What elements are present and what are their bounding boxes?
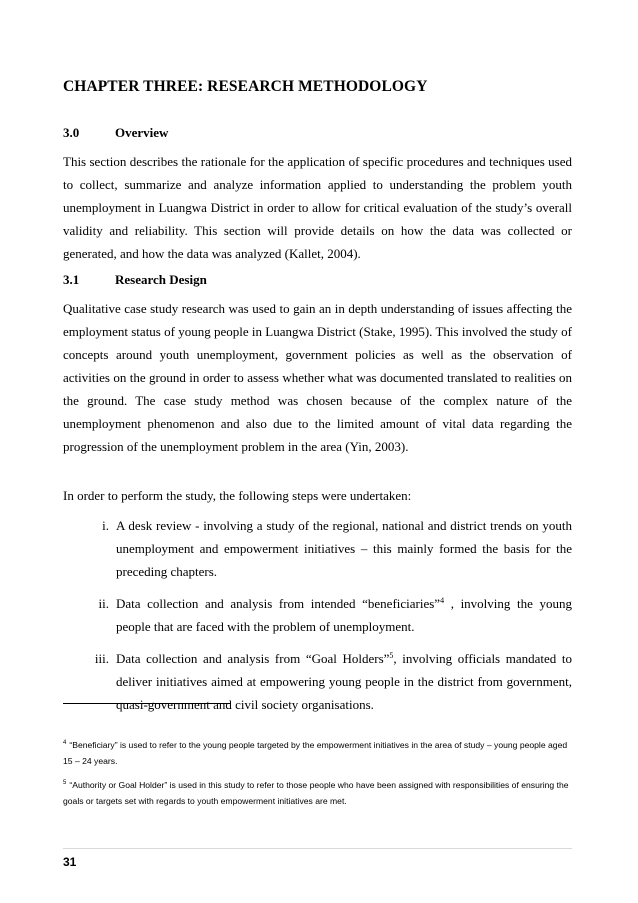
list-numeral: ii. <box>98 596 109 611</box>
footnote-text: “Authority or Goal Holder” is used in this study to refer to those people who have been assigned with responsibilities of ensuring the goals or targets set with regards to youth empowerment initiatives are met. <box>63 780 569 806</box>
list-item-text: Data collection and analysis from “Goal Holders” <box>116 651 390 666</box>
section-heading-overview <box>63 125 168 141</box>
list-item-text: A desk review - involving a study of the regional, national and district trends on youth unemployment and empowerment initiatives – this mainly formed the basis for the preceding chapters. <box>116 518 572 579</box>
footnote-mark: 5 <box>63 780 67 786</box>
footnote-text: “Beneficiary” is used to refer to the young people targeted by the empowerment initiatives in the area of study – young people aged 15 – 24 years. <box>63 740 568 766</box>
list-item <box>63 592 572 638</box>
footnote-mark: 4 <box>63 740 67 746</box>
steps-intro: In order to perform the study, the following steps were undertaken: <box>63 488 412 503</box>
overview-paragraph: This section describes the rationale for the application of specific procedures and techniques used to collect, summarize and analyze information applied to understanding the problem youth unemployment in Luangwa District in order to allow for critical evaluation of the study’s overall validity and reliability. This section will provide details on how the data was collected or generated, and how the data was analyzed (Kallet, 2004). <box>63 154 572 261</box>
section-title: Research Design <box>115 272 207 287</box>
section-number: 3.0 <box>63 125 80 140</box>
chapter-title: CHAPTER THREE: RESEARCH METHODOLOGY <box>63 78 428 95</box>
footnote-ref: 4 <box>440 596 445 605</box>
footer-divider <box>63 848 572 849</box>
section-number: 3.1 <box>63 272 80 287</box>
footnote-ref: 5 <box>389 651 394 660</box>
list-item-text: , involving the young people that are faced with the problem of unemployment. <box>116 596 572 634</box>
list-numeral: iii. <box>94 651 109 666</box>
list-item <box>63 647 572 716</box>
page-number: 31 <box>63 855 77 869</box>
steps-list <box>63 514 572 725</box>
footnote <box>63 738 578 769</box>
list-item-text: , involving officials mandated to deliver initiatives aimed at empowering young people in the district from government, quasi-government and civil society organisations. <box>116 651 572 712</box>
research-design-paragraph: Qualitative case study research was used to gain an in depth understanding of issues affecting the employment status of young people in Luangwa District (Stake, 1995). This involved the study of concepts around youth unemployment, government policies as well as the observation of activities on the ground in order to assess whether what was documented translated to realities on the ground. The case study method was chosen because of the complex nature of the unemployment phenomenon and also due to the limited amount of vital data regarding the progression of the unemployment problem in the area (Yin, 2003). <box>63 301 572 454</box>
footnote <box>63 778 578 809</box>
list-numeral: i. <box>102 518 109 533</box>
section-heading-research-design <box>63 272 207 288</box>
list-item-text: Data collection and analysis from intended “beneficiaries” <box>116 596 441 611</box>
list-item <box>63 514 572 583</box>
section-title: Overview <box>115 125 169 140</box>
footnote-divider <box>63 703 231 704</box>
